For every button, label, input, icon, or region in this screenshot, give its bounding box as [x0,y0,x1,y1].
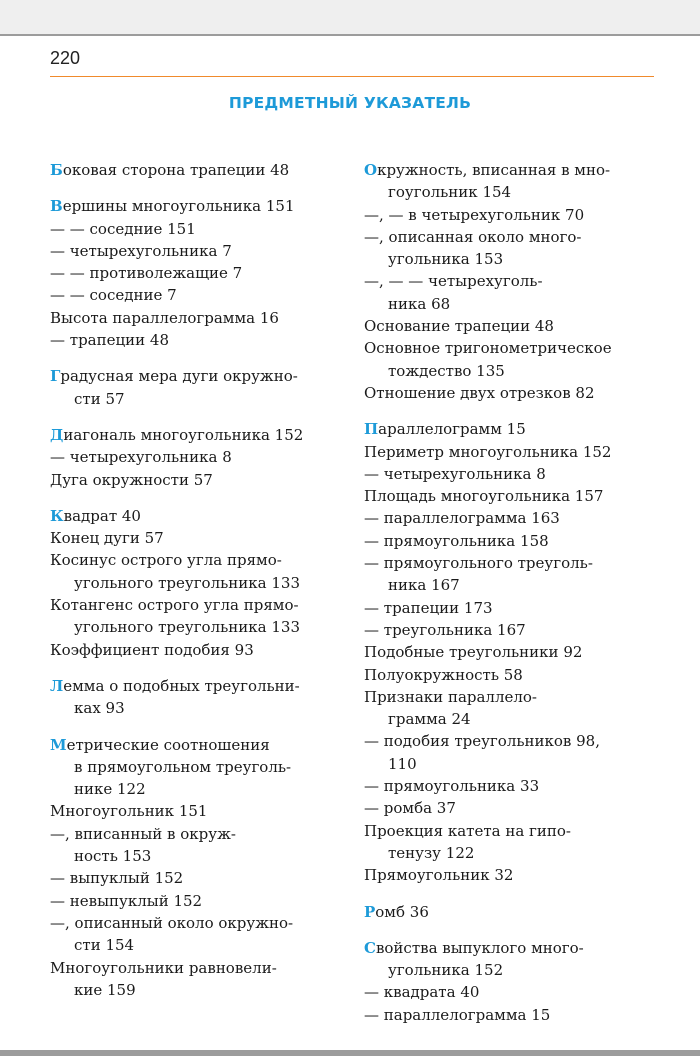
index-entry-continuation: тождество 135 [388,361,505,380]
index-letter-group-start [50,195,346,217]
index-entry-text: оковая сторона трапеции 48 [62,161,290,179]
index-entry-text: — ромба 37 [364,799,456,818]
index-entry-text: Прямоугольник 32 [364,866,514,885]
index-letter-group-start [50,734,346,801]
index-entry [364,204,660,226]
index-entry [50,284,346,306]
index-entry [364,730,660,775]
index-entry-continuation: сти 154 [74,936,135,955]
index-entry [50,549,346,594]
index-entry-continuation: ность 153 [74,847,152,866]
index-entry-text: вадрат 40 [63,506,141,525]
index-entry-text: Коэффициент подобия 93 [50,640,254,659]
index-entry-text: етрические соотношения [66,735,270,754]
index-entry-text: — параллелограмма 15 [364,1005,551,1024]
index-entry-text: Периметр многоугольника 152 [364,442,612,461]
index-entry-text: омб 36 [375,902,429,921]
index-entry-text: — четырехугольника 8 [50,448,232,467]
index-initial-letter: С [364,938,376,957]
index-entry [50,446,346,468]
index-entry [50,240,346,262]
index-entry [364,507,660,529]
index-entry-text: — выпуклый 152 [50,869,184,888]
index-initial-letter: Б [50,161,63,179]
index-entry-continuation: нике 122 [74,780,146,799]
index-entry [364,664,660,686]
index-entry-text: Отношение двух отрезков 82 [364,383,595,402]
index-column-left [50,159,346,1001]
index-entry [50,912,346,957]
index-letter-group-start [364,901,660,923]
index-entry-text: емма о подобных треугольни- [63,676,300,695]
index-entry [364,337,660,382]
index-entry-continuation: угольного треугольника 133 [74,618,300,637]
index-letter-group-start [364,418,660,440]
index-letter-group-start [50,675,346,720]
index-entry-text: Проекция катета на гипо- [364,821,572,840]
index-entry-text: —, описанный около окружно- [50,913,294,932]
index-entry-text: Многоугольник 151 [50,802,208,821]
page-number: 220 [50,48,81,68]
index-initial-letter: Р [364,902,376,921]
index-entry-text: радусная мера дуги окружно- [60,367,298,386]
index-entry [364,463,660,485]
index-entry [364,552,660,597]
index-entry-text: Многоугольники равновели- [50,958,277,977]
index-entry [50,307,346,329]
index-entry-continuation: угольника 153 [388,250,504,269]
index-entry [50,800,346,822]
index-entry [364,315,660,337]
index-entry-text: — прямоугольного треуголь- [364,554,593,573]
index-entry-continuation: тенузу 122 [388,843,475,862]
index-letter-group-start [50,505,346,527]
index-entry [364,686,660,731]
index-entry [50,527,346,549]
index-entry-text: — четырехугольника 8 [364,464,546,483]
index-entry [50,890,346,912]
index-entry [364,641,660,663]
index-entry [50,823,346,868]
index-entry [50,218,346,240]
header-rule [50,76,654,77]
index-entry-continuation: кие 159 [74,980,136,999]
index-entry-text: Площадь многоугольника 157 [364,487,604,506]
index-entry-text: — — противолежащие 7 [50,264,243,283]
index-entry-text: — — соседние 151 [50,219,196,238]
page-title: ПРЕДМЕТНЫЙ УКАЗАТЕЛЬ [228,94,472,112]
index-entry [50,469,346,491]
index-entry [364,820,660,865]
index-entry-continuation: ника 68 [388,294,451,313]
index-entry-text: кружность, вписанная в мно- [377,161,611,179]
index-entry-text: араллелограмм 15 [378,420,526,439]
index-entry [364,1004,660,1026]
index-initial-letter: О [364,161,378,179]
index-entry-continuation: гоугольник 154 [388,183,512,202]
index-entry-text: иагональ многоугольника 152 [63,425,304,444]
index-entry [50,957,346,1002]
index-entry-continuation: ках 93 [74,699,125,718]
index-entry-continuation: грамма 24 [388,710,471,729]
index-letter-group-start [50,159,346,181]
index-entry-continuation: ника 167 [388,576,460,595]
index-entry-text: Конец дуги 57 [50,529,164,548]
index-entry-text: Признаки параллело- [364,687,537,706]
index-entry-text: — невыпуклый 152 [50,891,203,910]
index-entry-text: Высота параллелограмма 16 [50,308,279,327]
index-initial-letter: Л [50,676,64,695]
index-entry-text: — — соседние 7 [50,286,177,305]
index-entry-text: войства выпуклого много- [375,938,584,957]
index-entry-text: —, описанная около много- [364,227,582,246]
index-entry-text: — трапеции 173 [364,598,493,617]
index-entry [364,981,660,1003]
index-initial-letter: Г [50,367,61,386]
index-entry-text: — треугольника 167 [364,620,526,639]
index-entry [50,594,346,639]
index-initial-letter: М [50,735,67,754]
index-entry [50,329,346,351]
index-entry [364,775,660,797]
index-entry-text: — прямоугольника 33 [364,777,540,796]
index-entry-text: Подобные треугольники 92 [364,643,583,662]
viewer-top-bar [0,0,700,36]
index-entry-continuation: угольника 152 [388,961,504,980]
index-entry [364,485,660,507]
index-entry-continuation: в прямоугольном треуголь- [74,757,292,776]
index-entry [50,262,346,284]
index-entry [364,797,660,819]
index-letter-group-start [364,937,660,982]
index-entry-text: — квадрата 40 [364,983,480,1002]
index-entry-text: —, вписанный в окруж- [50,824,236,843]
index-entry-text: — параллелограмма 163 [364,509,560,528]
index-entry-text: Полуокружность 58 [364,665,523,684]
index-letter-group-start [50,365,346,410]
index-entry [50,639,346,661]
index-entry-continuation: угольного треугольника 133 [74,573,300,592]
index-entry-text: Косинус острого угла прямо- [50,551,282,570]
index-entry-text: — подобия треугольников 98, [364,732,600,751]
index-initial-letter: В [50,197,63,216]
index-entry-continuation: 110 [388,754,417,773]
index-entry-text: ершины многоугольника 151 [62,197,295,216]
index-entry-text: —, — — четырехуголь- [364,272,543,291]
index-entry [364,597,660,619]
index-entry [364,270,660,315]
viewer-bottom-bar [0,1050,700,1056]
index-entry [364,619,660,641]
index-entry [364,382,660,404]
index-entry-text: — трапеции 48 [50,331,169,350]
index-initial-letter: Д [50,425,64,444]
index-entry [364,530,660,552]
index-entry [364,864,660,886]
index-entry-continuation: сти 57 [74,389,125,408]
index-entry-text: — четырехугольника 7 [50,241,232,260]
index-letter-group-start [50,424,346,446]
index-entry-text: Котангенс острого угла прямо- [50,596,299,615]
index-entry [364,441,660,463]
index-entry-text: Дуга окружности 57 [50,470,213,489]
index-initial-letter: К [50,506,64,525]
index-entry [364,226,660,271]
index-letter-group-start [364,159,660,204]
index-column-right [364,159,660,1026]
index-entry [50,867,346,889]
index-entry-text: —, — в четырехугольник 70 [364,205,585,224]
index-entry-text: Основание трапеции 48 [364,317,554,336]
index-entry-text: Основное тригонометрическое [364,339,612,358]
index-entry-text: — прямоугольника 158 [364,531,549,550]
book-page [0,36,700,1050]
index-initial-letter: П [364,420,379,439]
